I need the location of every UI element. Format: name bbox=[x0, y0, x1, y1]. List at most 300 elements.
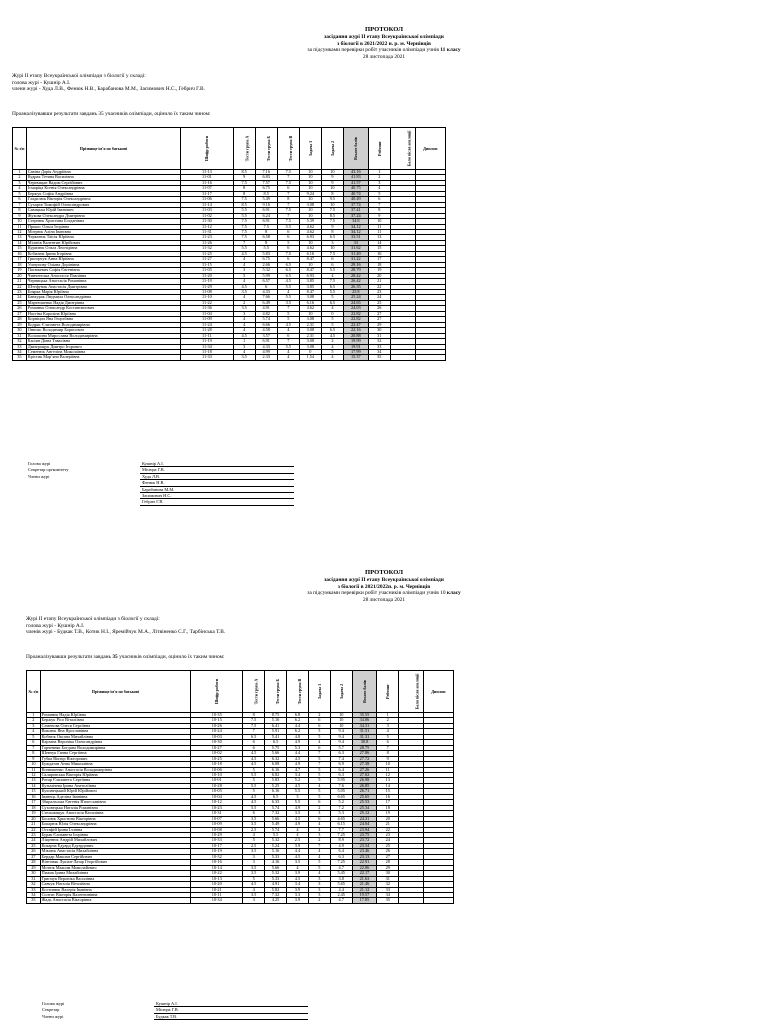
col-total-cell: 27.86 bbox=[352, 751, 377, 756]
col-total-cell: 24.03 bbox=[343, 306, 368, 311]
col-num-cell: 25 bbox=[13, 300, 27, 305]
jury-members: членів журі - Будкак Т.В., Котик Н.І., Яремійчук М.А., Літвіненко С.Г., Тарбінська Т.В. bbox=[26, 629, 226, 636]
col-rating-cell: 24 bbox=[368, 295, 390, 300]
col-test-b-cell: 7.16 bbox=[255, 170, 277, 175]
col-total-cell: 43.16 bbox=[343, 170, 368, 175]
col-task-2-cell: 6.5 bbox=[321, 284, 343, 289]
col-task-2-cell: 4.4 bbox=[330, 887, 352, 892]
col-test-c-cell: 4.5 bbox=[286, 756, 308, 761]
col-task-1-cell: 4 bbox=[308, 822, 330, 827]
col-test-b-cell: 5.74 bbox=[265, 827, 287, 832]
col-task-1-cell: 7 bbox=[308, 762, 330, 767]
col-test-a-cell: 7.5 bbox=[233, 229, 255, 234]
col-rating-cell: 15 bbox=[377, 789, 399, 794]
col-task-1-cell: 6 bbox=[308, 800, 330, 805]
jury-intro: Журі ІІ етапу Всеукраїнської олімпіади з біології у складі: bbox=[26, 616, 160, 622]
col-num-cell: 30 bbox=[27, 871, 41, 876]
col-test-b-cell: 4.58 bbox=[255, 328, 277, 333]
col-test-c-cell: 4.8 bbox=[286, 734, 308, 739]
col-appeal-header: Бали після апеляції bbox=[390, 128, 415, 170]
col-task-2-cell: 10 bbox=[321, 246, 343, 251]
col-test-c-cell: 6.2 bbox=[286, 729, 308, 734]
col-rating-cell: 31 bbox=[368, 333, 390, 338]
col-rating-cell: 5 bbox=[377, 734, 399, 739]
col-task-2-header: Задача 2 bbox=[321, 128, 343, 170]
col-rating-cell: 15 bbox=[368, 246, 390, 251]
col-name-cell: Збиральська Євгенія В'ячеславівна bbox=[40, 800, 191, 805]
col-rating-cell: 8 bbox=[368, 208, 390, 213]
col-test-c-cell: 8 bbox=[277, 197, 299, 202]
col-name-header: Прізвище ім'я по батькові bbox=[26, 128, 180, 170]
col-code-cell: 10-32 bbox=[191, 854, 243, 859]
col-total-cell: 33 bbox=[343, 240, 368, 245]
col-test-c-cell: 5.5 bbox=[286, 789, 308, 794]
col-rating-cell: 18 bbox=[377, 805, 399, 810]
col-name-cell: Грипчук Вероніка Василівна bbox=[40, 876, 191, 881]
col-name-cell: Карзана Вероніка Олександрівна bbox=[40, 740, 191, 745]
col-test-b-header: Тести група Б bbox=[255, 128, 277, 170]
col-test-a-cell: 4.5 bbox=[233, 333, 255, 338]
col-task-2-cell: 6.5 bbox=[321, 328, 343, 333]
col-task-1-cell: 4.62 bbox=[299, 306, 321, 311]
col-name-cell: Касіян Діана Тавасівна bbox=[26, 339, 180, 344]
signature-name: Засимович Н.С. bbox=[140, 493, 294, 499]
results-table bbox=[26, 670, 454, 904]
col-test-b-cell: 5.16 bbox=[265, 849, 287, 854]
col-task-2-cell: 7.25 bbox=[330, 832, 352, 837]
col-test-c-cell: 5.5 bbox=[277, 295, 299, 300]
col-num-cell: 19 bbox=[13, 268, 27, 273]
col-test-c-cell: 5.5 bbox=[277, 284, 299, 289]
col-task-1-cell: 4 bbox=[308, 871, 330, 876]
col-name-cell: Виклюк Яна Ярославівна bbox=[40, 729, 191, 734]
col-num-cell: 6 bbox=[13, 197, 27, 202]
col-num-cell: 14 bbox=[13, 240, 27, 245]
col-test-a-cell: 3.5 bbox=[233, 289, 255, 294]
col-code-cell: 11-26 bbox=[181, 240, 233, 245]
col-rating-cell: 2 bbox=[377, 718, 399, 723]
col-rating-cell: 9 bbox=[377, 756, 399, 761]
col-rating-cell: 29 bbox=[377, 865, 399, 870]
col-total-cell: 26.35 bbox=[343, 284, 368, 289]
col-total-cell: 31.31 bbox=[352, 734, 377, 739]
col-num-cell: 32 bbox=[27, 882, 41, 887]
col-task-1-cell: 10 bbox=[299, 186, 321, 191]
col-total-cell: 23.72 bbox=[352, 838, 377, 843]
col-num-cell: 32 bbox=[13, 339, 27, 344]
col-name-header: Прізвище ім'я по батькові bbox=[40, 671, 191, 713]
col-name-cell: Жукова Олександра Дмитрівна bbox=[26, 213, 180, 218]
col-test-b-cell: 5.33 bbox=[265, 876, 287, 881]
col-test-b-cell: 4.25 bbox=[265, 898, 287, 903]
col-code-cell: 11-19 bbox=[181, 339, 233, 344]
col-task-2-cell: 5.45 bbox=[330, 871, 352, 876]
col-test-b-cell: 5.25 bbox=[265, 783, 287, 788]
col-name-cell: Кобилюк Ірина Ігорівна bbox=[26, 251, 180, 256]
col-task-1-cell: 6.16 bbox=[299, 300, 321, 305]
col-task-1-cell: 0 bbox=[299, 349, 321, 354]
col-num-cell: 15 bbox=[13, 246, 27, 251]
col-test-c-cell: 4.4 bbox=[286, 751, 308, 756]
col-rating-cell: 20 bbox=[377, 816, 399, 821]
col-name-cell: Бердар Максим Сергійович bbox=[40, 854, 191, 859]
col-test-b-cell: 5.66 bbox=[265, 816, 287, 821]
col-test-a-cell: 7 bbox=[243, 729, 265, 734]
col-test-b-cell: 6.57 bbox=[255, 279, 277, 284]
col-total-cell: 26.85 bbox=[352, 783, 377, 788]
col-num-cell: 26 bbox=[13, 306, 27, 311]
col-test-c-cell: 6 bbox=[277, 186, 299, 191]
col-test-a-cell: 5 bbox=[243, 789, 265, 794]
signature-name: Будкак Т.В. bbox=[154, 1013, 308, 1019]
col-test-a-cell: 7.5 bbox=[233, 219, 255, 224]
col-code-cell: 10-21 bbox=[191, 887, 243, 892]
col-total-cell: 31.51 bbox=[352, 729, 377, 734]
col-test-c-cell: 6.5 bbox=[277, 273, 299, 278]
jury-head: голова журі - Кушнір А.І. bbox=[26, 622, 85, 629]
col-task-2-cell: 10 bbox=[321, 202, 343, 207]
protocol-line3: за підсумками перевірки робіт учасників олімпіади учнів 10 класу bbox=[307, 590, 461, 597]
col-name-cell: Костинюк Валерія Іванівна bbox=[40, 887, 191, 892]
col-num-cell: 5 bbox=[13, 191, 27, 196]
col-code-cell: 10-33 bbox=[191, 838, 243, 843]
col-code-cell: 10-11 bbox=[191, 892, 243, 897]
col-code-cell: 10-16 bbox=[191, 860, 243, 865]
col-test-b-cell: 5.5 bbox=[265, 832, 287, 837]
col-task-1-cell: 3.85 bbox=[299, 284, 321, 289]
col-task-2-cell: 5.5 bbox=[321, 268, 343, 273]
col-code-cell: 11-33 bbox=[181, 355, 233, 360]
col-test-b-cell: 4.91 bbox=[255, 306, 277, 311]
signature-row bbox=[26, 499, 294, 505]
col-test-a-cell: 8.5 bbox=[233, 202, 255, 207]
col-name-cell: Ониско Володимир Борисович bbox=[26, 328, 180, 333]
col-name-cell: Ісмаріца Ксенія Олександрівна bbox=[26, 186, 180, 191]
col-code-cell: 11-14 bbox=[181, 202, 233, 207]
col-test-b-cell: 5.83 bbox=[255, 251, 277, 256]
col-code-cell: 10-26 bbox=[191, 723, 243, 728]
col-name-cell: Савицька Юрій Іванович bbox=[26, 208, 180, 213]
col-name-cell: Стельмащук Анастасія Василівна bbox=[40, 811, 191, 816]
col-total-cell: 22.47 bbox=[343, 322, 368, 327]
col-test-b-cell: 5.49 bbox=[255, 197, 277, 202]
col-task-1-cell: 10 bbox=[299, 208, 321, 213]
col-total-cell: 15.37 bbox=[343, 355, 368, 360]
col-rating-cell: 35 bbox=[368, 355, 390, 360]
col-total-cell: 25.12 bbox=[352, 811, 377, 816]
col-test-c-cell: 3.9 bbox=[286, 887, 308, 892]
col-test-a-cell: 4 bbox=[233, 279, 255, 284]
col-total-cell: 26.71 bbox=[352, 789, 377, 794]
signature-block bbox=[40, 1001, 308, 1020]
col-test-c-cell: 4.9 bbox=[286, 740, 308, 745]
col-total-cell: 21.63 bbox=[352, 876, 377, 881]
col-test-a-cell: 5 bbox=[243, 778, 265, 783]
col-test-a-cell: 3.5 bbox=[243, 892, 265, 897]
col-num-cell: 10 bbox=[27, 762, 41, 767]
table-row bbox=[27, 898, 454, 903]
signature-name: Барабанова М.М. bbox=[140, 486, 294, 492]
col-code-cell: 10-31 bbox=[191, 811, 243, 816]
col-rating-cell: 17 bbox=[377, 800, 399, 805]
col-test-b-cell: 8.5 bbox=[255, 191, 277, 196]
col-test-c-cell: 4.5 bbox=[277, 322, 299, 327]
protocol-line3: за підсумками перевірки робіт учасників олімпіади учнів 11 класу bbox=[307, 47, 461, 54]
col-name-cell: Жадь Анастасія Вікторівна bbox=[40, 898, 191, 903]
col-num-header: № з/п bbox=[13, 128, 27, 170]
col-num-cell: 10 bbox=[13, 219, 27, 224]
col-code-cell: 10-34 bbox=[191, 898, 243, 903]
col-code-cell: 10-02 bbox=[191, 751, 243, 756]
col-test-a-cell: 5.5 bbox=[233, 208, 255, 213]
col-test-b-cell: 8 bbox=[255, 229, 277, 234]
col-name-cell: Конюшенко Анастасія Володимирівна bbox=[40, 767, 191, 772]
col-num-cell: 4 bbox=[13, 186, 27, 191]
col-task-2-cell: 6.3 bbox=[330, 751, 352, 756]
col-task-2-cell: 6 bbox=[321, 262, 343, 267]
col-test-b-cell: 9.16 bbox=[255, 202, 277, 207]
col-rating-cell: 13 bbox=[368, 235, 390, 240]
col-test-b-cell: 5.41 bbox=[265, 734, 287, 739]
col-task-2-cell: 4.7 bbox=[330, 865, 352, 870]
col-rating-cell: 17 bbox=[368, 257, 390, 262]
col-task-1-cell: 3 bbox=[308, 887, 330, 892]
col-num-cell: 26 bbox=[27, 849, 41, 854]
col-test-b-cell: 5.83 bbox=[265, 778, 287, 783]
col-test-a-cell: 4.5 bbox=[233, 251, 255, 256]
col-num-cell: 27 bbox=[27, 854, 41, 859]
col-task-2-cell: 8.9 bbox=[330, 838, 352, 843]
col-test-a-cell: 3 bbox=[233, 311, 255, 316]
col-task-1-cell: 5 bbox=[308, 756, 330, 761]
col-code-cell: 10-17 bbox=[191, 843, 243, 848]
col-total-cell: 24.31 bbox=[352, 816, 377, 821]
col-task-2-cell: 4.5 bbox=[321, 333, 343, 338]
col-code-cell: 10-15 bbox=[191, 718, 243, 723]
col-total-cell: 28.75 bbox=[352, 745, 377, 750]
col-num-cell: 7 bbox=[27, 745, 41, 750]
col-test-c-cell: 3.5 bbox=[286, 860, 308, 865]
col-rating-cell: 7 bbox=[377, 745, 399, 750]
col-task-2-header: Задача 2 bbox=[330, 671, 352, 713]
col-test-b-cell: 6 bbox=[255, 284, 277, 289]
col-code-cell: 11-22 bbox=[181, 300, 233, 305]
col-code-cell: 11-06 bbox=[181, 197, 233, 202]
col-test-b-cell: 5.74 bbox=[265, 805, 287, 810]
col-test-b-cell: 5.32 bbox=[265, 838, 287, 843]
col-code-cell: 10-22 bbox=[191, 871, 243, 876]
col-num-cell: 25 bbox=[27, 843, 41, 848]
col-task-2-cell: 3.8 bbox=[330, 876, 352, 881]
col-test-b-cell: 6.49 bbox=[255, 300, 277, 305]
col-num-cell: 29 bbox=[13, 322, 27, 327]
col-num-cell: 29 bbox=[27, 865, 41, 870]
col-num-cell: 16 bbox=[13, 251, 27, 256]
col-task-2-cell: 4.9 bbox=[330, 843, 352, 848]
col-rating-cell: 1 bbox=[377, 713, 399, 718]
col-code-cell: 11-08 bbox=[181, 289, 233, 294]
col-rating-cell: 26 bbox=[368, 306, 390, 311]
col-test-a-cell: 4.5 bbox=[243, 794, 265, 799]
col-task-1-cell: 3.85 bbox=[299, 279, 321, 284]
col-test-a-cell: 4 bbox=[243, 887, 265, 892]
col-rating-cell: 35 bbox=[377, 898, 399, 903]
col-test-b-cell: 6.16 bbox=[265, 767, 287, 772]
col-total-cell: 21.12 bbox=[352, 887, 377, 892]
col-test-b-cell: 5.24 bbox=[265, 843, 287, 848]
col-name-cell: Семенюк Ангеліна Миколаївна bbox=[26, 349, 180, 354]
col-test-a-cell: 8 bbox=[233, 191, 255, 196]
col-test-a-cell: 5 bbox=[243, 876, 265, 881]
col-name-cell: Мотюк Максим Миколайович bbox=[40, 865, 191, 870]
col-name-cell: Курилюк Ольга Леонідівна bbox=[26, 246, 180, 251]
col-total-cell: 23.75 bbox=[352, 832, 377, 837]
col-test-c-cell: 6 bbox=[277, 229, 299, 234]
col-test-c-header: Тести група В bbox=[277, 128, 299, 170]
col-test-b-cell: 5.82 bbox=[265, 887, 287, 892]
col-rating-cell: 11 bbox=[377, 767, 399, 772]
col-num-cell: 14 bbox=[27, 783, 41, 788]
col-code-cell: 10-12 bbox=[191, 800, 243, 805]
col-task-1-cell: 5 bbox=[308, 734, 330, 739]
col-total-cell: 19.91 bbox=[343, 344, 368, 349]
col-total-cell: 41.83 bbox=[343, 175, 368, 180]
col-code-cell: 11-34 bbox=[181, 344, 233, 349]
col-num-cell: 17 bbox=[13, 257, 27, 262]
col-num-cell: 3 bbox=[27, 723, 41, 728]
signature-role: Голова журі bbox=[28, 461, 51, 467]
col-diploma-cell bbox=[415, 355, 445, 360]
col-task-1-cell: 5 bbox=[308, 865, 330, 870]
col-total-cell: 35.55 bbox=[352, 713, 377, 718]
col-total-cell: 31.49 bbox=[343, 251, 368, 256]
col-task-1-cell: 5 bbox=[308, 789, 330, 794]
col-test-a-cell: 7.5 bbox=[233, 224, 255, 229]
col-code-cell: 10-27 bbox=[191, 745, 243, 750]
col-task-2-cell: 4 bbox=[321, 355, 343, 360]
col-code-cell: 11-24 bbox=[181, 322, 233, 327]
col-num-cell: 7 bbox=[13, 202, 27, 207]
col-total-cell: 17.99 bbox=[343, 349, 368, 354]
col-task-1-cell: 6.93 bbox=[299, 273, 321, 278]
col-rating-cell: 8 bbox=[377, 751, 399, 756]
col-code-cell: 11-18 bbox=[181, 349, 233, 354]
col-total-cell: 22.82 bbox=[343, 311, 368, 316]
col-test-b-header: Тести група Б bbox=[265, 671, 287, 713]
col-name-cell: Кобзюк Оксана Михайлівна bbox=[40, 734, 191, 739]
col-total-cell: 29.16 bbox=[343, 262, 368, 267]
col-test-c-cell: 3 bbox=[286, 794, 308, 799]
col-num-cell: 13 bbox=[13, 235, 27, 240]
col-test-c-cell: 7 bbox=[277, 339, 299, 344]
col-test-c-cell: 2.5 bbox=[286, 838, 308, 843]
col-test-c-cell: 7.5 bbox=[277, 170, 299, 175]
protocol-line1: засідання журі ІІ етапу Всеукраїнської олімпіади bbox=[324, 34, 444, 40]
col-code-cell: 10-07 bbox=[191, 816, 243, 821]
col-num-cell: 33 bbox=[27, 887, 41, 892]
col-num-cell: 23 bbox=[27, 832, 41, 837]
col-rating-header: Рейтинг bbox=[368, 128, 390, 170]
col-test-c-cell: 5 bbox=[277, 317, 299, 322]
col-test-a-cell: 2 bbox=[233, 300, 255, 305]
col-test-a-cell: 4.5 bbox=[243, 751, 265, 756]
table-header-row bbox=[13, 128, 446, 170]
col-test-c-cell: 5.3 bbox=[286, 745, 308, 750]
col-name-cell: Штефунак Анастасія Дмитрівна bbox=[26, 284, 180, 289]
col-rating-cell: 25 bbox=[368, 300, 390, 305]
col-test-b-cell: 6.75 bbox=[255, 186, 277, 191]
col-code-header: Шифр роботи bbox=[181, 128, 233, 170]
col-test-a-cell: 7.5 bbox=[233, 235, 255, 240]
col-test-b-cell: 5.99 bbox=[255, 273, 277, 278]
col-test-c-cell: 7.5 bbox=[277, 208, 299, 213]
col-code-cell: 10-28 bbox=[191, 783, 243, 788]
col-test-b-cell: 6.83 bbox=[255, 175, 277, 180]
col-test-a-cell: 4 bbox=[233, 257, 255, 262]
col-test-c-cell: 4.9 bbox=[286, 762, 308, 767]
col-task-2-cell: 5.65 bbox=[330, 882, 352, 887]
col-rating-cell: 18 bbox=[368, 262, 390, 267]
col-test-b-cell: 5.32 bbox=[255, 268, 277, 273]
col-name-cell: Савчук Наталія Віталіївна bbox=[40, 882, 191, 887]
signature-role: Члени журі bbox=[42, 1013, 64, 1019]
signature-role: Секретар bbox=[42, 1007, 60, 1013]
col-task-1-cell: 4 bbox=[308, 849, 330, 854]
col-total-cell: 27.72 bbox=[352, 756, 377, 761]
col-test-b-cell: 7.32 bbox=[265, 811, 287, 816]
col-test-b-cell: 5.16 bbox=[265, 718, 287, 723]
col-test-b-cell: 6.32 bbox=[265, 756, 287, 761]
col-num-cell: 1 bbox=[27, 713, 41, 718]
col-total-cell: 34.31 bbox=[352, 723, 377, 728]
col-rating-cell: 5 bbox=[368, 191, 390, 196]
col-test-b-cell: 6.66 bbox=[255, 322, 277, 327]
col-code-cell: 10-29 bbox=[191, 832, 243, 837]
col-task-2-cell: 6.65 bbox=[330, 794, 352, 799]
analysis-line: Проаналізувавши результати завдань 35 учасників олімпіади, оцінило їх таким чином: bbox=[26, 654, 225, 660]
jury-intro: Журі ІІ етапу Всеукраїнської олімпіади з біології у складі: bbox=[12, 73, 146, 79]
col-test-c-cell: 5.5 bbox=[277, 344, 299, 349]
col-task-2-cell: 5.05 bbox=[330, 789, 352, 794]
col-test-c-cell: 5.5 bbox=[286, 800, 308, 805]
col-name-cell: Іванець Аделіна Іванівна bbox=[40, 794, 191, 799]
col-test-c-cell: 7.5 bbox=[277, 180, 299, 185]
col-task-2-cell: 8.5 bbox=[321, 213, 343, 218]
col-num-cell: 33 bbox=[13, 344, 27, 349]
col-task-2-cell: 7.6 bbox=[330, 783, 352, 788]
col-task-1-cell: 10 bbox=[299, 262, 321, 267]
col-code-cell: 10-01 bbox=[191, 778, 243, 783]
jury-composition bbox=[12, 73, 205, 93]
col-test-c-cell: 3.3 bbox=[286, 892, 308, 897]
col-total-cell: 40.75 bbox=[343, 186, 368, 191]
signature-name: Місюра Г.В. bbox=[140, 467, 294, 473]
col-name-cell: Кудрак Тетяна Василівна bbox=[26, 175, 180, 180]
col-task-2-cell: 5.5 bbox=[321, 289, 343, 294]
col-task-2-cell: 8 bbox=[321, 191, 343, 196]
col-name-cell: Кодряс Єлизавета Володимирівна bbox=[26, 322, 180, 327]
col-num-cell: 3 bbox=[13, 180, 27, 185]
col-total-cell: 22.17 bbox=[352, 871, 377, 876]
col-task-1-cell: 2.31 bbox=[299, 333, 321, 338]
col-name-cell: Босиюк Христина Вікторівна bbox=[40, 816, 191, 821]
jury-members: члени журі - Худа Л.В., Фенюк Н.В., Барабанова М.М., Засимович Н.С., Гебрич Г.В. bbox=[12, 86, 205, 93]
col-test-c-cell: 7.5 bbox=[277, 251, 299, 256]
table-header-row bbox=[27, 671, 454, 713]
col-name-cell: Губка Віктор Вікторович bbox=[40, 756, 191, 761]
col-test-c-cell: 4.9 bbox=[286, 822, 308, 827]
col-test-a-cell: 5.5 bbox=[243, 805, 265, 810]
